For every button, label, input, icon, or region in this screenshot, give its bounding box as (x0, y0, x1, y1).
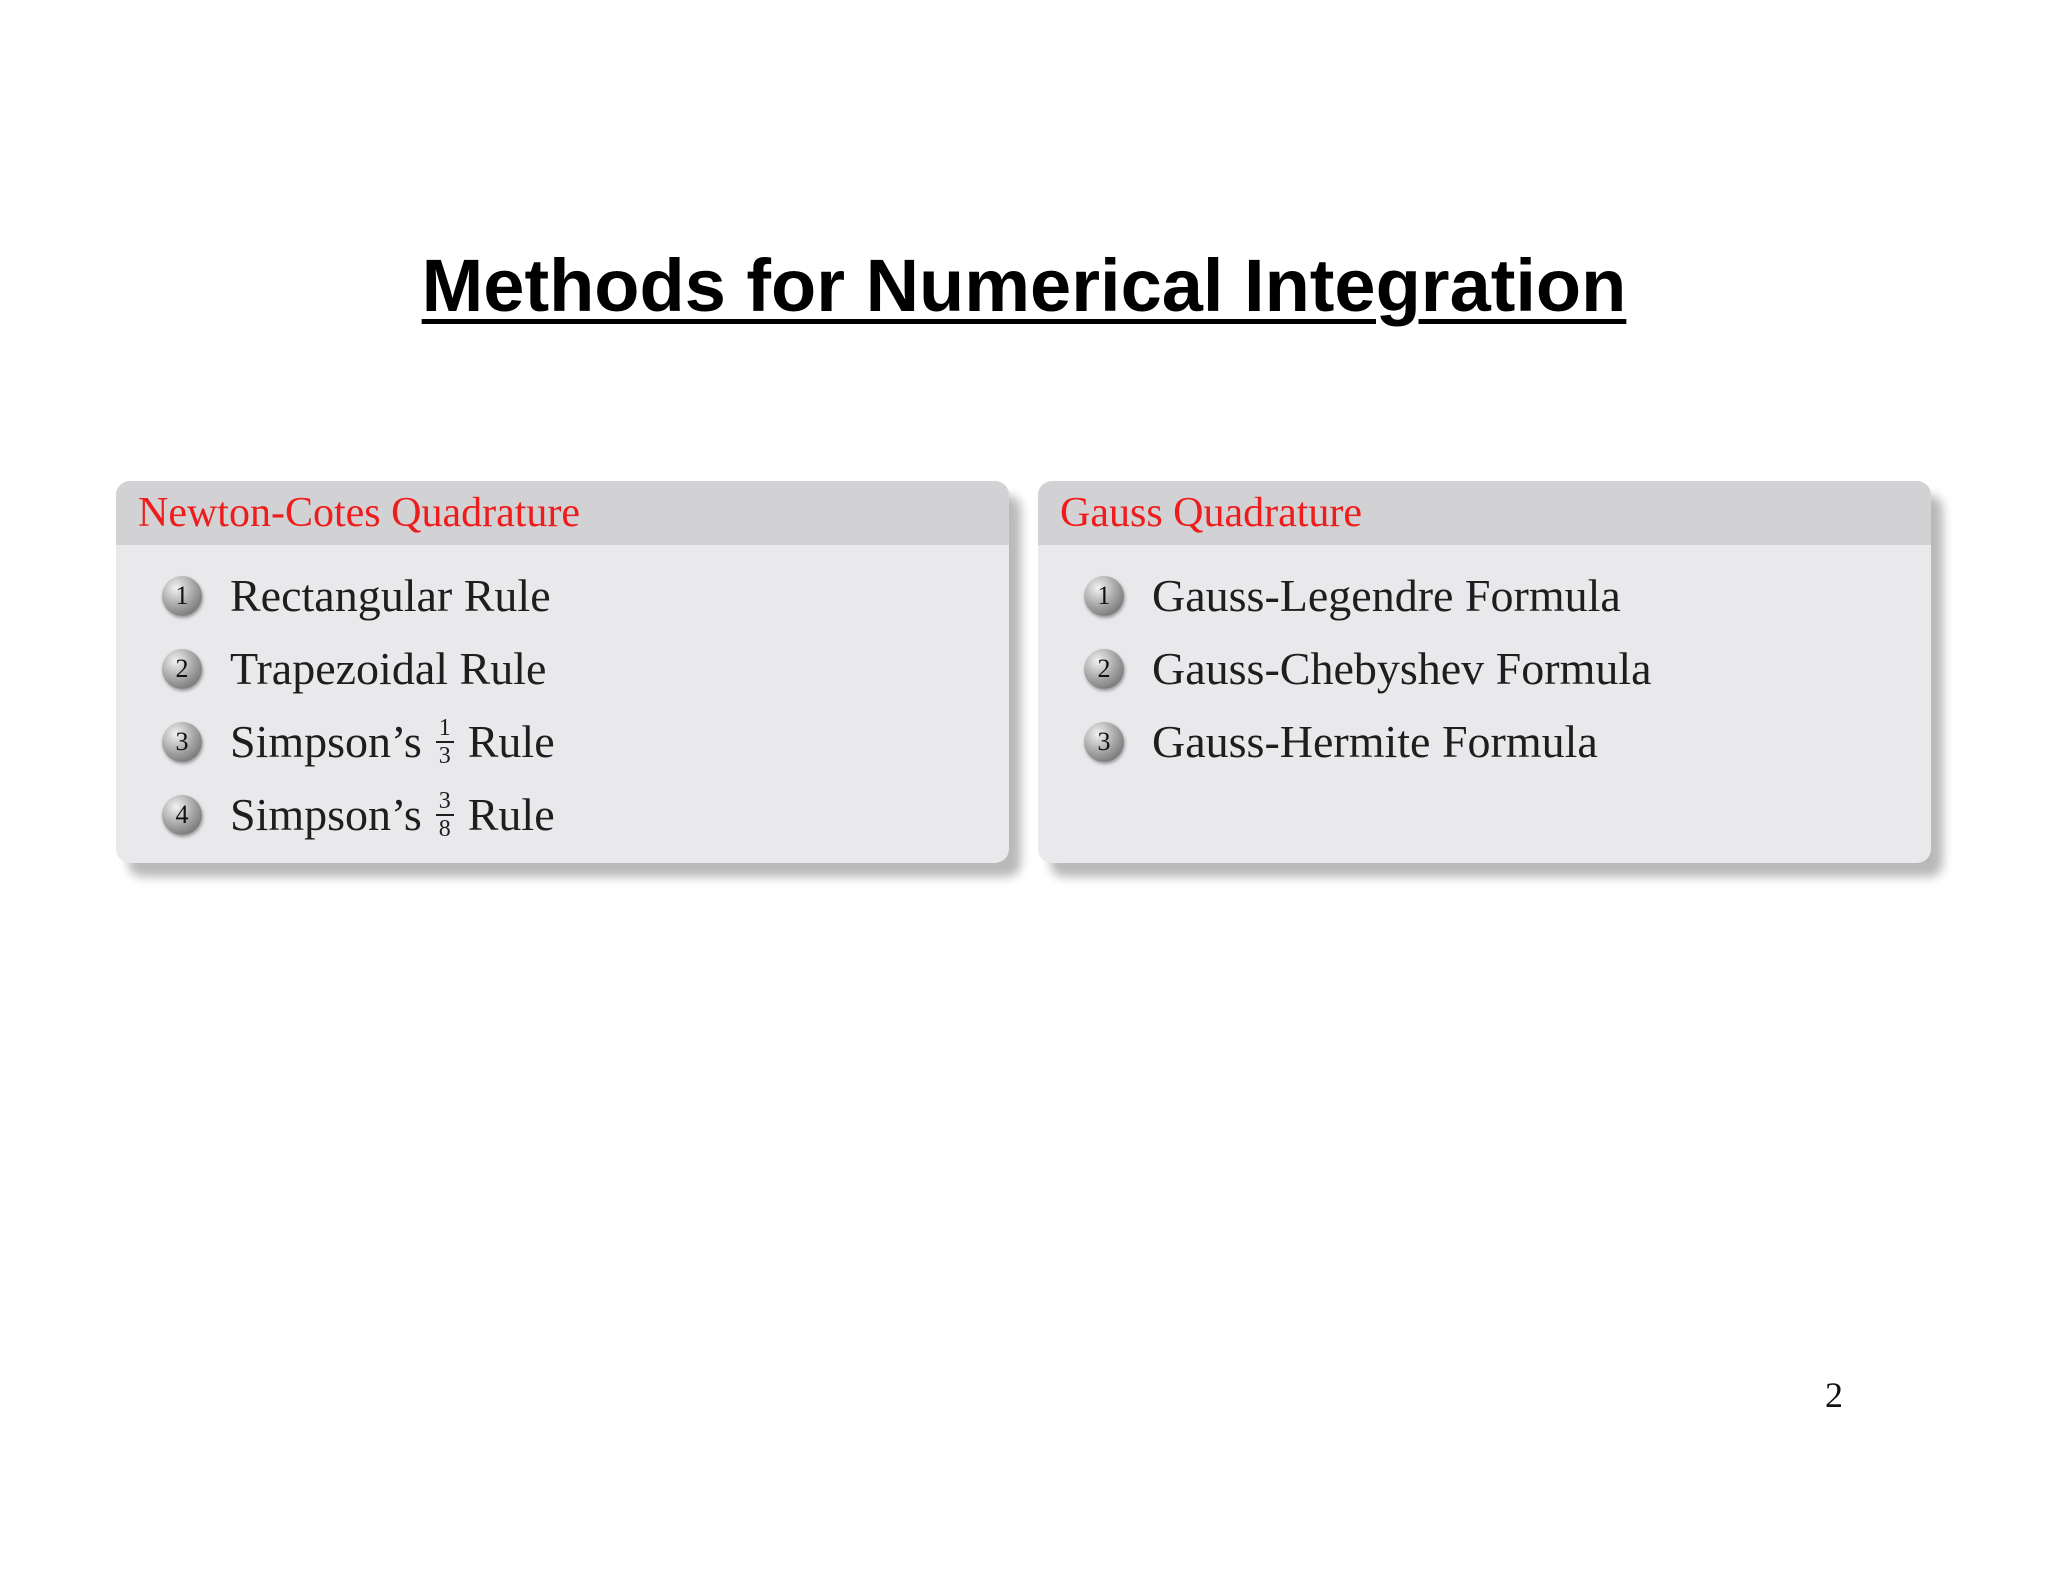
numbered-bullet-icon: 4 (162, 795, 202, 835)
list-item (116, 705, 1009, 778)
numbered-bullet-icon: 1 (1084, 576, 1124, 616)
list-item-prefix: Simpson’s (230, 789, 422, 840)
list-item-suffix: Rule (467, 789, 555, 840)
numbered-bullet-icon: 2 (162, 649, 202, 689)
newton-cotes-block (116, 481, 1009, 863)
gauss-list (1038, 545, 1931, 778)
newton-cotes-list (116, 545, 1009, 851)
list-item (1038, 705, 1931, 778)
list-item (116, 559, 1009, 632)
fraction-denominator: 8 (438, 815, 451, 842)
page-number: 2 (1825, 1375, 1843, 1415)
numbered-bullet-icon: 2 (1084, 649, 1124, 689)
list-item (1038, 632, 1931, 705)
list-item-prefix: Simpson’s (230, 716, 422, 767)
list-item-text: Rectangular Rule (230, 570, 551, 621)
list-item-text (230, 715, 555, 768)
numbered-bullet-icon: 1 (162, 576, 202, 616)
newton-cotes-header: Newton-Cotes Quadrature (116, 481, 1009, 545)
list-item-text: Gauss-Legendre Formula (1152, 570, 1621, 621)
fraction (436, 716, 454, 768)
gauss-header: Gauss Quadrature (1038, 481, 1931, 545)
list-item-text: Gauss-Hermite Formula (1152, 716, 1598, 767)
list-item-text (230, 788, 555, 841)
list-item-text: Gauss-Chebyshev Formula (1152, 643, 1652, 694)
slide-title-text: Methods for Numerical Integration (421, 244, 1627, 327)
fraction-denominator: 3 (438, 742, 451, 769)
list-item (116, 632, 1009, 705)
fraction-numerator: 3 (436, 789, 454, 816)
list-item-suffix: Rule (467, 716, 555, 767)
slide-title (0, 236, 2048, 336)
numbered-bullet-icon: 3 (1084, 722, 1124, 762)
list-item (1038, 559, 1931, 632)
numbered-bullet-icon: 3 (162, 722, 202, 762)
fraction-numerator: 1 (436, 716, 454, 743)
gauss-block (1038, 481, 1931, 863)
list-item-text: Trapezoidal Rule (230, 643, 547, 694)
fraction (436, 789, 454, 841)
list-item (116, 778, 1009, 851)
